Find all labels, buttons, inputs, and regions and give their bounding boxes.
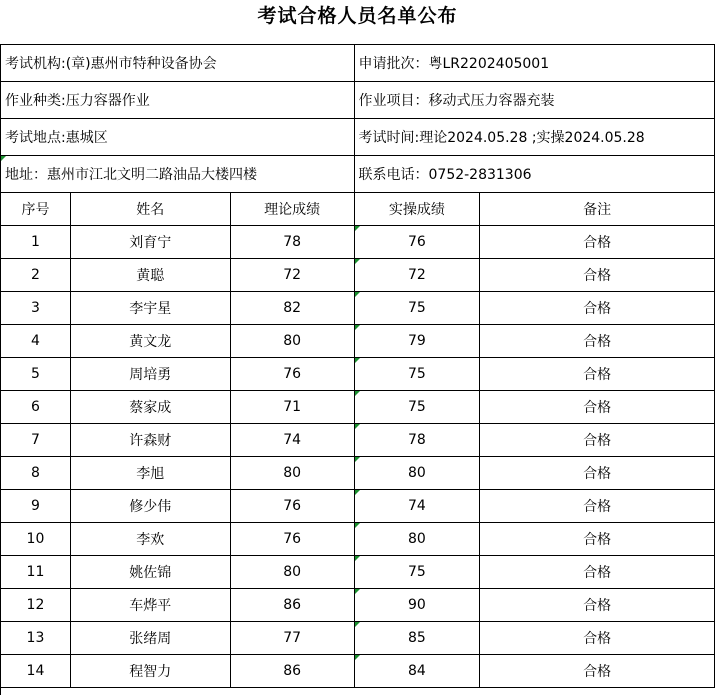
table-row	[1, 391, 715, 424]
table-row	[1, 556, 715, 589]
theory-score-cell[interactable]: 80	[231, 457, 355, 490]
contact-phone[interactable]: 联系电话：0752-2831306	[355, 156, 715, 193]
theory-score-cell[interactable]: 76	[231, 358, 355, 391]
table-row	[1, 259, 715, 292]
table-row	[1, 292, 715, 325]
name-cell[interactable]: 许森财	[71, 424, 231, 457]
info-row-work	[1, 82, 715, 119]
remark-cell[interactable]: 合格	[480, 259, 715, 292]
table-row	[1, 622, 715, 655]
table-row	[1, 358, 715, 391]
table-row	[1, 226, 715, 259]
remark-cell[interactable]: 合格	[480, 589, 715, 622]
index-cell[interactable]: 6	[1, 391, 71, 424]
practical-score-cell[interactable]: 90	[355, 589, 481, 622]
theory-score-cell[interactable]: 77	[231, 622, 355, 655]
remark-cell[interactable]: 合格	[480, 655, 715, 688]
header-theory-score[interactable]: 理论成绩	[231, 193, 355, 226]
table-row	[1, 424, 715, 457]
theory-score-cell[interactable]: 82	[231, 292, 355, 325]
practical-score-cell[interactable]: 79	[355, 325, 481, 358]
work-item[interactable]: 作业项目：移动式压力容器充装	[355, 82, 715, 119]
practical-score-cell[interactable]: 80	[355, 523, 481, 556]
work-type[interactable]: 作业种类:压力容器作业	[1, 82, 355, 119]
remark-cell[interactable]: 合格	[480, 424, 715, 457]
remark-cell[interactable]: 合格	[480, 358, 715, 391]
info-row-location	[1, 119, 715, 156]
name-cell[interactable]: 蔡家成	[71, 391, 231, 424]
index-cell[interactable]: 7	[1, 424, 71, 457]
name-cell[interactable]: 黄文龙	[71, 325, 231, 358]
remark-cell[interactable]: 合格	[480, 292, 715, 325]
name-cell[interactable]: 程智力	[71, 655, 231, 688]
practical-score-cell[interactable]: 72	[355, 259, 481, 292]
exam-time[interactable]: 考试时间:理论2024.05.28 ;实操2024.05.28	[355, 119, 715, 156]
theory-score-cell[interactable]: 72	[231, 259, 355, 292]
name-cell[interactable]: 黄聪	[71, 259, 231, 292]
theory-score-cell[interactable]: 86	[231, 589, 355, 622]
name-cell[interactable]: 修少伟	[71, 490, 231, 523]
name-cell[interactable]: 张绪周	[71, 622, 231, 655]
theory-score-cell[interactable]: 78	[231, 226, 355, 259]
exam-location[interactable]: 考试地点:惠城区	[1, 119, 355, 156]
table-row	[1, 457, 715, 490]
table-body	[1, 226, 715, 688]
header-remark[interactable]: 备注	[480, 193, 715, 226]
practical-score-cell[interactable]: 85	[355, 622, 481, 655]
table-row	[1, 490, 715, 523]
name-cell[interactable]: 刘育宁	[71, 226, 231, 259]
index-cell[interactable]: 8	[1, 457, 71, 490]
name-cell[interactable]: 姚佐锦	[71, 556, 231, 589]
remark-cell[interactable]: 合格	[480, 226, 715, 259]
theory-score-cell[interactable]: 76	[231, 523, 355, 556]
theory-score-cell[interactable]: 80	[231, 556, 355, 589]
index-cell[interactable]: 3	[1, 292, 71, 325]
name-cell[interactable]: 周培勇	[71, 358, 231, 391]
address[interactable]: 地址：惠州市江北文明二路油品大楼四楼	[1, 156, 355, 193]
theory-score-cell[interactable]: 86	[231, 655, 355, 688]
practical-score-cell[interactable]: 78	[355, 424, 481, 457]
practical-score-cell[interactable]: 80	[355, 457, 481, 490]
results-sheet	[0, 44, 715, 695]
index-cell[interactable]: 4	[1, 325, 71, 358]
theory-score-cell[interactable]: 76	[231, 490, 355, 523]
name-cell[interactable]: 车烨平	[71, 589, 231, 622]
index-cell[interactable]: 1	[1, 226, 71, 259]
remark-cell[interactable]: 合格	[480, 556, 715, 589]
table-row	[1, 325, 715, 358]
theory-score-cell[interactable]: 74	[231, 424, 355, 457]
name-cell[interactable]: 李宇星	[71, 292, 231, 325]
exam-organization[interactable]: 考试机构:(章)惠州市特种设备协会	[1, 45, 355, 82]
remark-cell[interactable]: 合格	[480, 622, 715, 655]
info-row-org	[1, 45, 715, 82]
table-row	[1, 523, 715, 556]
theory-score-cell[interactable]: 71	[231, 391, 355, 424]
table-header-row	[1, 193, 715, 226]
practical-score-cell[interactable]: 75	[355, 391, 481, 424]
application-batch[interactable]: 申请批次：粤LR2202405001	[355, 45, 715, 82]
table-row	[1, 655, 715, 688]
page-title: 考试合格人员名单公布	[257, 5, 458, 27]
header-practical-score[interactable]: 实操成绩	[355, 193, 481, 226]
header-index[interactable]: 序号	[1, 193, 71, 226]
practical-score-cell[interactable]: 75	[355, 556, 481, 589]
header-name[interactable]: 姓名	[71, 193, 231, 226]
remark-cell[interactable]: 合格	[480, 457, 715, 490]
index-cell[interactable]: 10	[1, 523, 71, 556]
index-cell[interactable]: 14	[1, 655, 71, 688]
index-cell[interactable]: 13	[1, 622, 71, 655]
remark-cell[interactable]: 合格	[480, 523, 715, 556]
remark-cell[interactable]: 合格	[480, 325, 715, 358]
theory-score-cell[interactable]: 80	[231, 325, 355, 358]
index-cell[interactable]: 9	[1, 490, 71, 523]
name-cell[interactable]: 李欢	[71, 523, 231, 556]
practical-score-cell[interactable]: 75	[355, 292, 481, 325]
remark-cell[interactable]: 合格	[480, 490, 715, 523]
index-cell[interactable]: 2	[1, 259, 71, 292]
practical-score-cell[interactable]: 74	[355, 490, 481, 523]
practical-score-cell[interactable]: 76	[355, 226, 481, 259]
practical-score-cell[interactable]: 75	[355, 358, 481, 391]
table-row	[1, 589, 715, 622]
practical-score-cell[interactable]: 84	[355, 655, 481, 688]
remark-cell[interactable]: 合格	[480, 391, 715, 424]
index-cell[interactable]: 11	[1, 556, 71, 589]
name-cell[interactable]: 李旭	[71, 457, 231, 490]
index-cell[interactable]: 5	[1, 358, 71, 391]
index-cell[interactable]: 12	[1, 589, 71, 622]
info-row-address	[1, 156, 715, 193]
